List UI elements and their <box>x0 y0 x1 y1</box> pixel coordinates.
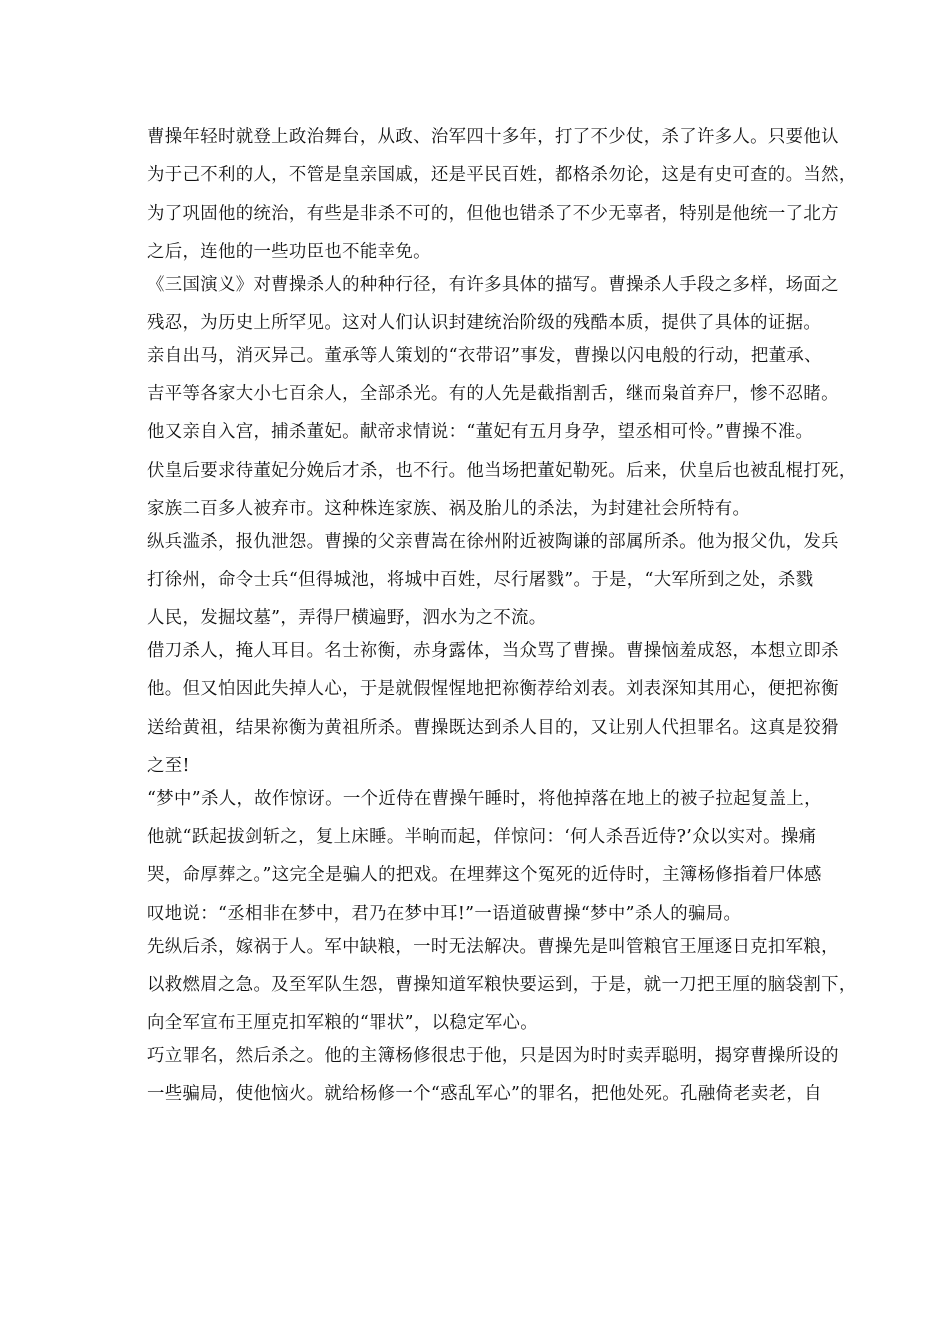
text-line: 巧立罪名，然后杀之。他的主簿杨修很忠于他，只是因为时时卖弄聪明，揭穿曹操所设的 <box>147 1045 839 1066</box>
text-line: 打徐州，命令士兵“但得城池，将城中百姓，尽行屠戮”。于是，“大军所到之处，杀戮 <box>147 570 814 591</box>
text-line: 人民，发掘坟墓”，弄得尸横遍野，泗水为之不流。 <box>147 608 547 629</box>
paragraph-wang-hou <box>147 928 857 1037</box>
text-line: 他。但又怕因此失掉人心，于是就假惺惺地把祢衡荐给刘表。刘表深知其用心，便把祢衡 <box>147 679 839 700</box>
paragraph-sanguo-overview <box>147 266 839 337</box>
text-line: 《三国演义》对曹操杀人的种种行径，有许多具体的描写。曹操杀人手段之多样，场面之 <box>147 274 839 295</box>
paragraph-dream-killing <box>147 780 822 928</box>
text-line: 他就“跃起拔剑斩之，复上床睡。半晌而起，佯惊问：‘何人杀吾近侍?’众以实对。操痛 <box>147 827 817 848</box>
paragraph-mi-heng <box>147 632 839 780</box>
text-line: 之后，连他的一些功臣也不能幸免。 <box>147 241 431 262</box>
document-body <box>147 118 857 1108</box>
text-line: 吉平等各家大小七百余人，全部杀光。有的人先是截指割舌，继而枭首弃尸，惨不忍睹。 <box>147 384 839 405</box>
text-line: 残忍，为历史上所罕见。这对人们认识封建统治阶级的残酷本质，提供了具体的证据。 <box>147 312 822 333</box>
text-line: 以救燃眉之急。及至军队生怨，曹操知道军粮快要运到，于是，就一刀把王厘的脑袋割下， <box>147 974 857 995</box>
text-line: 先纵后杀，嫁祸于人。军中缺粮，一时无法解决。曹操先是叫管粮官王厘逐日克扣军粮， <box>147 936 839 957</box>
text-line: 向全军宣布王厘克扣军粮的“罪状”，以稳定军心。 <box>147 1013 539 1034</box>
text-line: 纵兵滥杀，报仇泄怨。曹操的父亲曹嵩在徐州附近被陶谦的部属所杀。他为报父仇，发兵 <box>147 531 839 552</box>
text-line: 叹地说：“丞相非在梦中，君乃在梦中耳!”一语道破曹操“梦中”杀人的骗局。 <box>147 903 742 924</box>
text-line: 哭，命厚葬之。”这完全是骗人的把戏。在埋葬这个冤死的近侍时，主簿杨修指着尸体感 <box>147 865 822 886</box>
text-line: 家族二百多人被弃市。这种株连家族、祸及胎儿的杀法，为封建社会所特有。 <box>147 498 751 519</box>
text-line: 一些骗局，使他恼火。就给杨修一个“惑乱军心”的罪名，把他处死。孔融倚老卖老，自 <box>147 1084 822 1105</box>
paragraph-intro <box>147 118 857 266</box>
text-line: 伏皇后要求待董妃分娩后才杀，也不行。他当场把董妃勒死。后来，伏皇后也被乱棍打死， <box>147 460 857 481</box>
paragraph-xuzhou <box>147 523 839 632</box>
text-line: 曹操年轻时就登上政治舞台，从政、治军四十多年，打了不少仗，杀了许多人。只要他认 <box>147 127 839 147</box>
text-line: 借刀杀人，掩人耳目。名士祢衡，赤身露体，当众骂了曹操。曹操恼羞成怒，本想立即杀 <box>147 641 839 662</box>
text-line: “梦中”杀人，故作惊讶。一个近侍在曹操午睡时，将他掉落在地上的被子拉起复盖上， <box>147 788 822 809</box>
text-line: 之至! <box>147 756 190 777</box>
text-line: 他又亲自入宫，捕杀董妃。献帝求情说：“董妃有五月身孕，望丞相可怜。”曹操不准。 <box>147 422 814 443</box>
text-line: 为了巩固他的统治，有些是非杀不可的，但他也错杀了不少无辜者，特别是他统一了北方 <box>147 203 839 224</box>
paragraph-dong-cheng <box>147 337 857 523</box>
text-line: 送给黄祖，结果祢衡为黄祖所杀。曹操既达到杀人目的，又让别人代担罪名。这真是狡猾 <box>147 717 839 738</box>
text-line: 亲自出马，消灭异己。董承等人策划的“衣带诏”事发，曹操以闪电般的行动，把董承、 <box>147 345 822 366</box>
text-line: 为于己不利的人，不管是皇亲国戚，还是平民百姓，都格杀勿论，这是有史可查的。当然， <box>147 165 857 186</box>
paragraph-yang-xiu <box>147 1037 839 1108</box>
